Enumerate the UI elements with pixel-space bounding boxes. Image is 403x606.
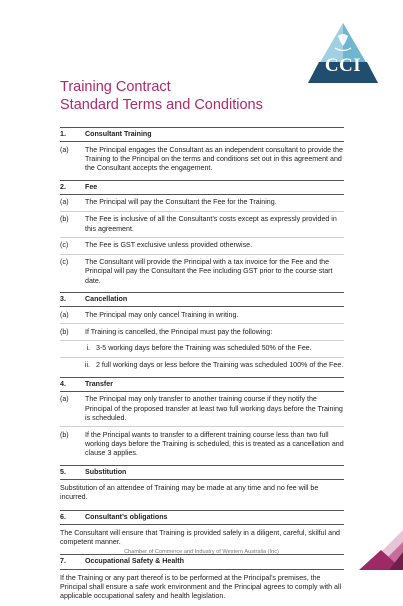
subclause-label: i. — [86, 344, 90, 353]
section-heading — [60, 292, 344, 307]
clause-text: If Training is cancelled, the Principal must pay the following: — [85, 327, 273, 336]
clause-text: The Fee is GST exclusive unless provided otherwise. — [85, 241, 253, 250]
title-line-2: Standard Terms and Conditions — [60, 97, 263, 113]
section-heading — [60, 127, 344, 142]
section-heading — [60, 554, 344, 569]
terms-content — [60, 124, 344, 606]
subclause-text: 3-5 working days before the Training was scheduled 50% of the Fee. — [96, 344, 312, 353]
clause-text: The Principal will pay the Consultant the Fee for the Training. — [85, 198, 277, 207]
section-title: Substitution — [85, 467, 127, 476]
clause-text: If the Principal wants to transfer to a different training course less than two full working days before the Training is scheduled, this is treated as a cancellation and clause 3 applies. — [85, 430, 344, 458]
logo-text: CCI — [324, 55, 362, 76]
clause — [60, 238, 344, 255]
clause-label: (a) — [60, 310, 69, 319]
clause-text: The Fee is inclusive of all the Consultant’s costs except as expressly provided in this agreement. — [85, 215, 337, 233]
section-title: Occupational Safety & Health — [85, 557, 184, 566]
cci-logo — [307, 22, 379, 84]
clause-label: (a) — [60, 198, 69, 207]
page-title — [60, 78, 263, 114]
clause-text: The Principal may only transfer to another training course if they notify the Principal of the proposed transfer at least two full working days before the Training is scheduled. — [85, 395, 343, 422]
clause-label: (c) — [60, 258, 69, 267]
clause — [60, 427, 344, 461]
subclause-text: 2 full working days or less before the Training was scheduled 100% of the Fee. — [96, 361, 344, 370]
clause-label: (a) — [60, 145, 69, 154]
subclause — [60, 358, 344, 374]
clause — [60, 392, 344, 427]
footer-text: Chamber of Commerce and Industry of Western Australia (Inc) — [124, 549, 279, 555]
clause-label: (b) — [60, 430, 69, 439]
clause-label: (b) — [60, 327, 69, 336]
section-heading — [60, 180, 344, 195]
clause-label: (b) — [60, 215, 69, 224]
clause — [60, 324, 344, 341]
section-title: Transfer — [85, 379, 113, 388]
clause-text: The Consultant will provide the Principal with a tax invoice for the Fee and the Principal will pay the Consultant the Fee including GST prior to the course start date. — [85, 258, 333, 285]
subclause-label: ii. — [84, 361, 90, 370]
section-number: 5. — [60, 467, 66, 476]
section-number: 3. — [60, 295, 66, 304]
clause — [60, 142, 344, 176]
subclause — [60, 341, 344, 358]
section-number: 4. — [60, 379, 66, 388]
clause-text: The Principal may only cancel Training in writing. — [85, 310, 239, 319]
section-heading — [60, 377, 344, 392]
section-title: Consultant’s obligations — [85, 512, 168, 521]
section-paragraph: The Consultant will ensure that Training is provided safely in a diligent, careful, skilful and competent manner. — [60, 528, 340, 547]
clause-label: (a) — [60, 395, 69, 404]
section-number: 1. — [60, 130, 66, 138]
section-paragraph: If the Training or any part thereof is to be performed at the Principal’s premises, the Principal shall ensure a safe work environment and the Principal agrees to comply with all applicable occupational safety and health legislation. — [60, 573, 342, 601]
clause — [60, 255, 344, 289]
corner-decoration-icon — [323, 490, 403, 570]
section-number: 6. — [60, 512, 66, 521]
clause — [60, 195, 344, 212]
title-line-1: Training Contract — [60, 79, 171, 95]
section-heading — [60, 510, 344, 525]
clause — [60, 307, 344, 324]
section-title: Fee — [85, 182, 98, 191]
section-paragraph: Substitution of an attendee of Training may be made at any time and no fee will be incurred. — [60, 483, 319, 502]
section-heading — [60, 465, 344, 480]
clause-text: The Principal engages the Consultant as an independent consultant to provide the Training to the Principal on the terms and conditions set out in this agreement and the Consultant accepts the engagement. — [85, 145, 343, 173]
section-title: Cancellation — [85, 295, 128, 304]
section-title: Consultant Training — [85, 130, 152, 138]
clause-label: (c) — [60, 241, 69, 250]
section-number: 2. — [60, 182, 66, 191]
section-number: 7. — [60, 557, 66, 566]
clause — [60, 212, 344, 238]
